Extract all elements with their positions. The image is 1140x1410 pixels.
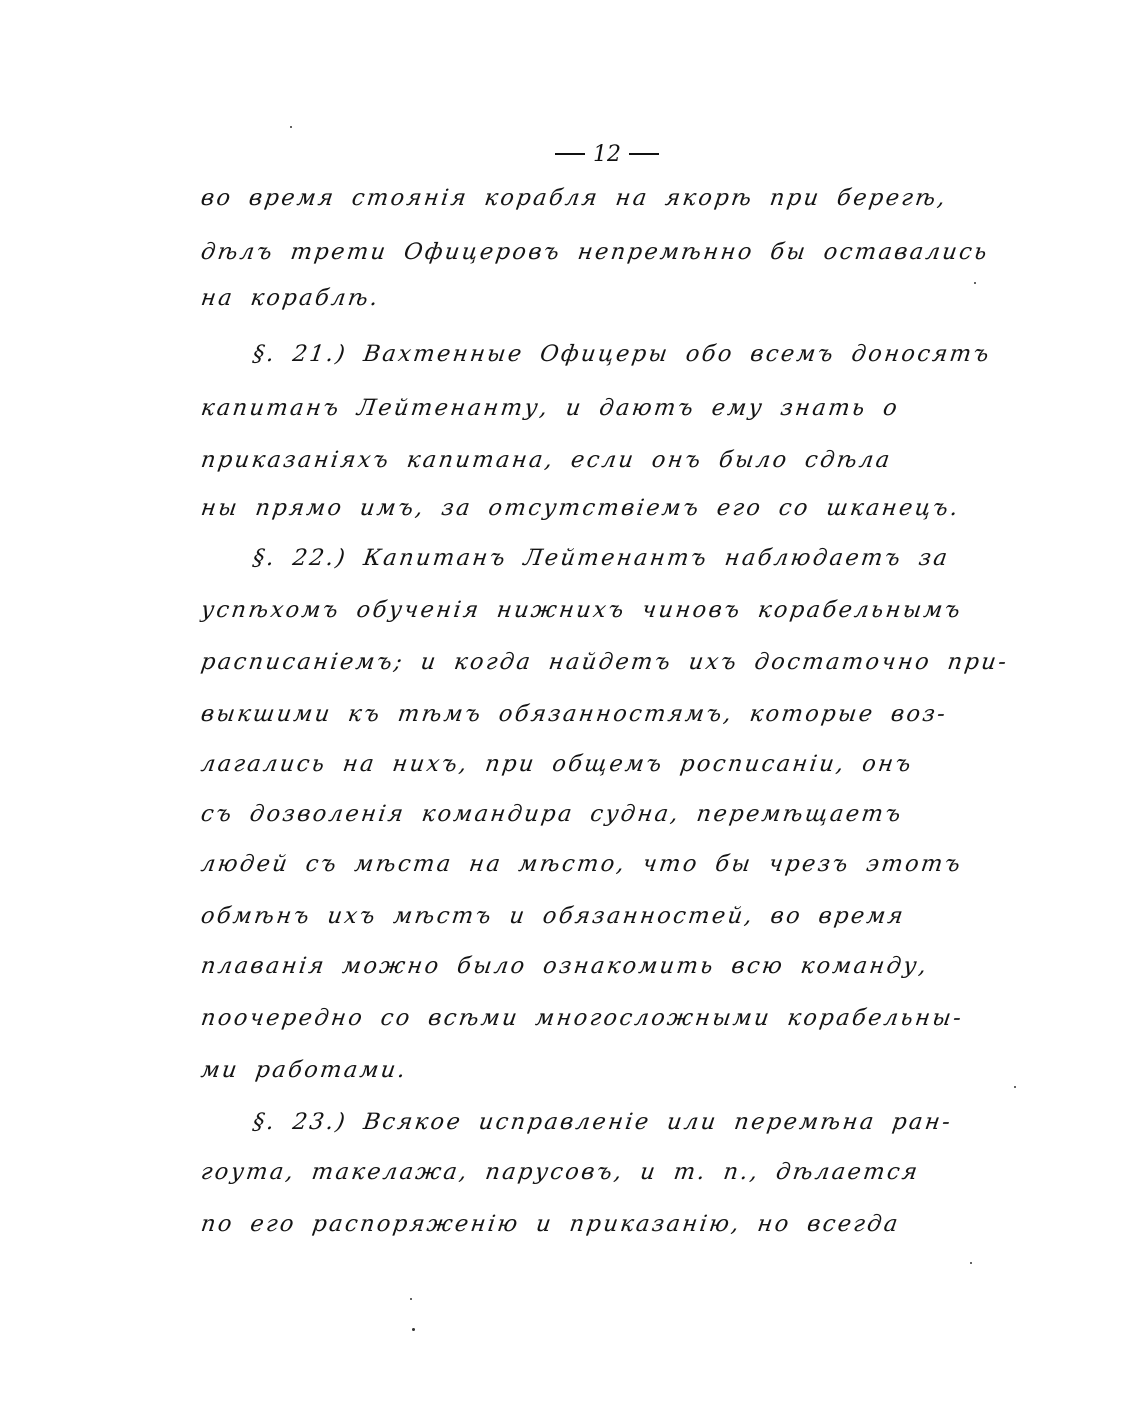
text-line: плаванія можно было ознакомить всю команду,: [199, 953, 931, 979]
text-line: лагались на нихъ, при общемъ росписаніи, онъ: [199, 751, 915, 777]
text-line: ны прямо имъ, за отсутствіемъ его со шканецъ.: [199, 495, 962, 521]
paper-speck: [410, 1298, 412, 1300]
text-line: по его распоряженію и приказанію, но всегда: [199, 1211, 902, 1237]
paper-speck: [970, 1262, 972, 1264]
paragraph-21-start: §. 21.) Вахтенные Офицеры обо всемъ доносятъ: [251, 341, 993, 367]
text-line: ми работами.: [199, 1057, 410, 1083]
page-number: [536, 138, 678, 170]
text-line: людей съ мѣста на мѣсто, что бы чрезъ этотъ: [199, 851, 965, 877]
text-line: обмѣнъ ихъ мѣстъ и обязанностей, во время: [199, 903, 907, 929]
paper-speck: [412, 1328, 415, 1331]
text-line: дѣлъ трети Офицеровъ непремѣнно бы оставались: [199, 239, 991, 265]
text-line: капитанъ Лейтенанту, и даютъ ему знать о: [199, 395, 902, 421]
text-line: гоута, такелажа, парусовъ, и т. п., дѣлается: [199, 1159, 922, 1185]
text-line: выкшими къ тѣмъ обязанностямъ, которые воз-: [199, 701, 950, 727]
text-line: на кораблѣ.: [199, 285, 382, 311]
text-line: поочередно со всѣми многосложными корабельны-: [199, 1005, 966, 1031]
paragraph-23-start: §. 23.) Всякое исправленіе или перемѣна ран-: [251, 1109, 955, 1135]
text-line: приказаніяхъ капитана, если онъ было сдѣла: [199, 447, 894, 473]
text-line: успѣхомъ обученія нижнихъ чиновъ корабельнымъ: [199, 597, 965, 623]
paper-speck: [1014, 1086, 1016, 1088]
text-line: во время стоянія корабля на якорѣ при берегѣ,: [199, 185, 949, 211]
text-line: расписаніемъ; и когда найдетъ ихъ достаточно при-: [199, 649, 1011, 675]
page-number-value: 12: [593, 141, 621, 167]
page-number-dash-right: [629, 153, 659, 155]
page-number-dash-left: [555, 153, 585, 155]
text-line: съ дозволенія командира судна, перемѣщаетъ: [199, 801, 905, 827]
paper-speck: [290, 126, 292, 128]
paper-speck: [974, 282, 976, 284]
paragraph-22-start: §. 22.) Капитанъ Лейтенантъ наблюдаетъ за: [251, 545, 952, 571]
